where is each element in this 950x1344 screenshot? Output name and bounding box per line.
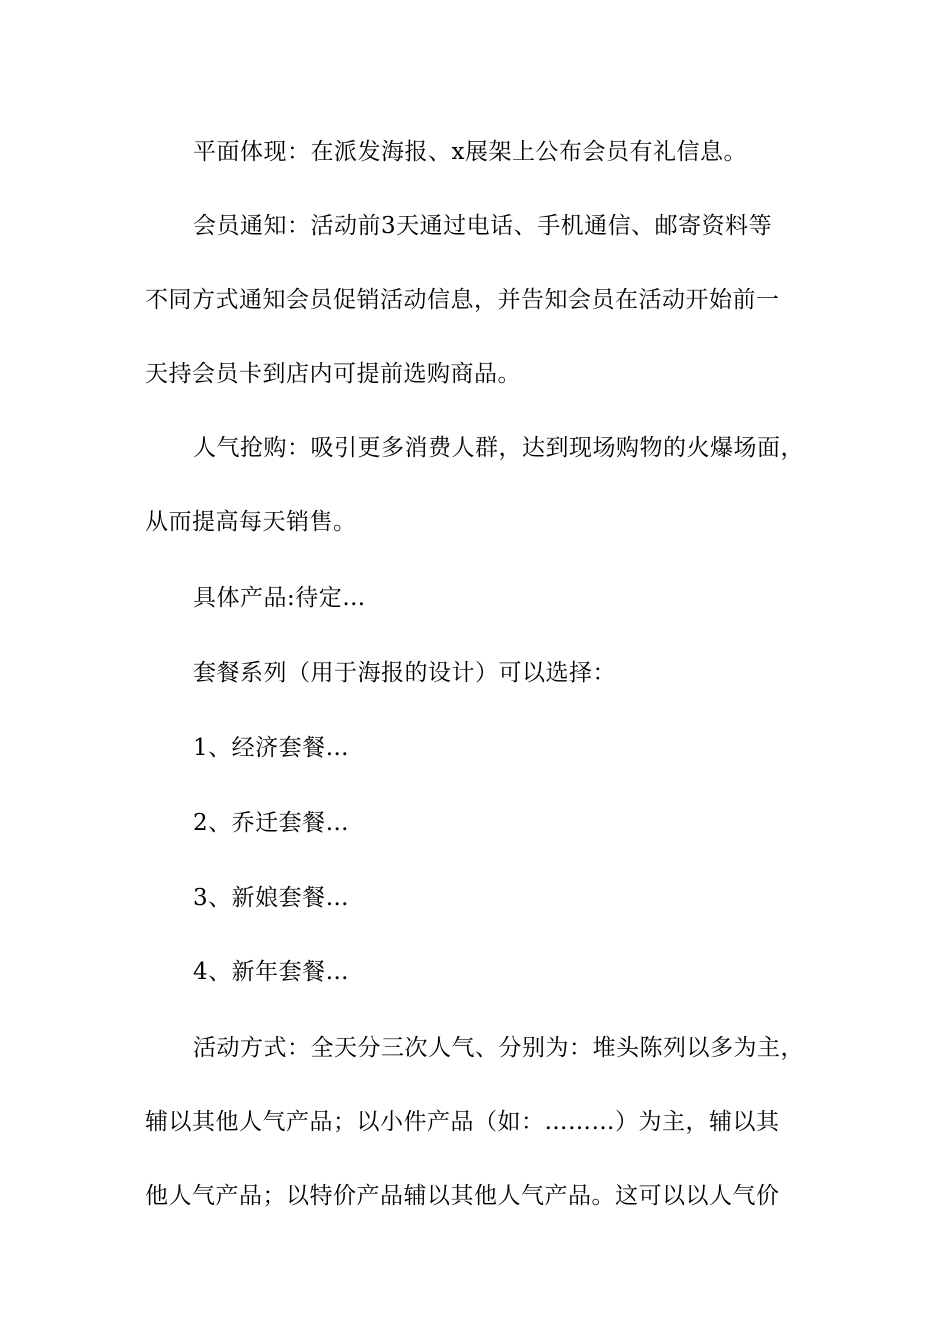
paragraph-line: 天持会员卡到店内可提前选购商品。 <box>145 361 521 387</box>
paragraph-line: 人气抢购：吸引更多消费人群，达到现场购物的火爆场面， <box>193 435 804 461</box>
list-item: 2、乔迁套餐… <box>193 810 350 836</box>
paragraph-line: 活动方式：全天分三次人气、分别为：堆头陈列以多为主， <box>193 1035 804 1061</box>
paragraph-line: 不同方式通知会员促销活动信息，并告知会员在活动开始前一 <box>145 287 780 313</box>
paragraph-line: 辅以其他人气产品；以小件产品（如：………）为主，辅以其 <box>145 1109 780 1135</box>
list-item: 4、新年套餐… <box>193 959 350 985</box>
paragraph-line: 从而提高每天销售。 <box>145 509 357 535</box>
list-item: 3、新娘套餐… <box>193 885 350 911</box>
list-item: 1、经济套餐… <box>193 735 350 761</box>
paragraph-line: 具体产品:待定… <box>193 585 366 611</box>
paragraph-line: 平面体现：在派发海报、x展架上公布会员有礼信息。 <box>193 139 747 165</box>
paragraph-line: 套餐系列（用于海报的设计）可以选择： <box>193 660 616 686</box>
paragraph-line: 会员通知：活动前3天通过电话、手机通信、邮寄资料等 <box>193 213 773 239</box>
paragraph-line: 他人气产品；以特价产品辅以其他人气产品。这可以以人气价 <box>145 1183 780 1209</box>
